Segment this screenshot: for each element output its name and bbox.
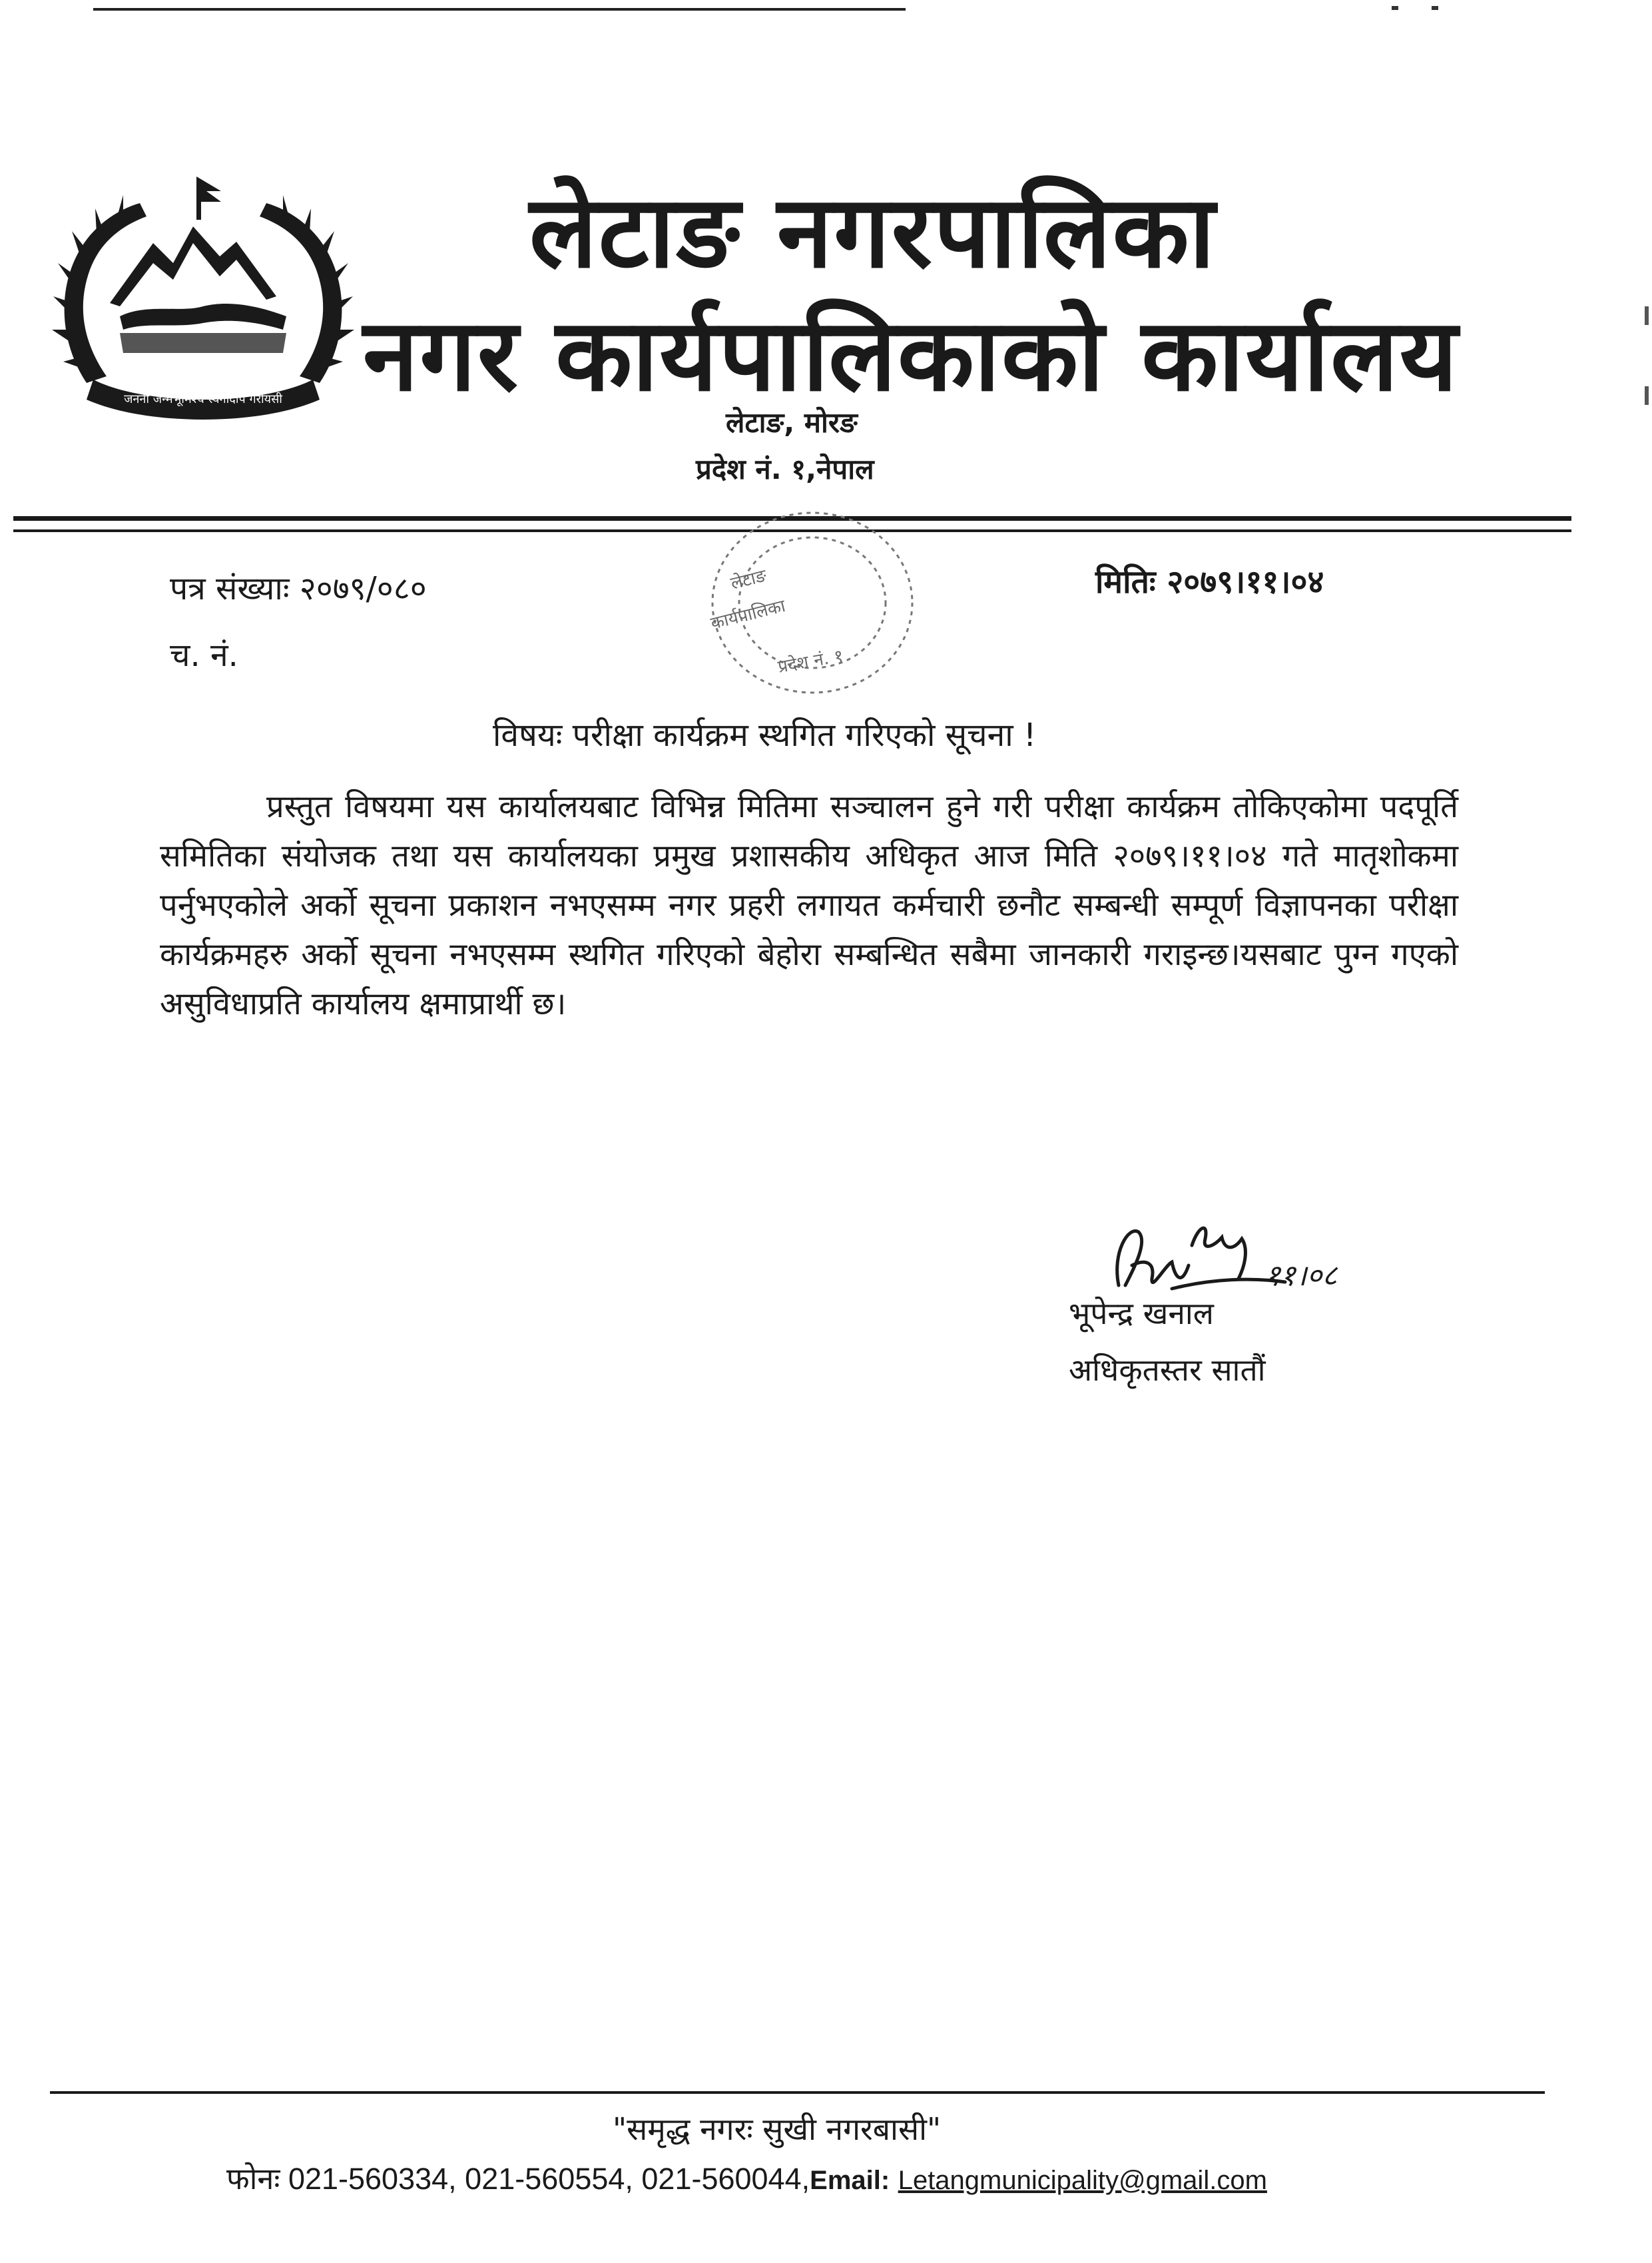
stamp-text-3: प्रदेश नं. १ [776, 646, 845, 677]
phone-label: फोनः [226, 2162, 280, 2196]
office-title: नगर कार्यपालिकाको कार्यालय [363, 298, 1459, 414]
stamp-text-2: कार्यपालिका [708, 596, 788, 634]
stamp-text-1: लेटाङ [728, 565, 769, 594]
letter-body: प्रस्तुत विषयमा यस कार्यालयबाट विभिन्न मितिमा सञ्चालन हुने गरी परीक्षा कार्यक्रम तोकिएकोमा पदपूर्ति समितिका संयोजक तथा यस कार्यालयका प्रमुख प्रशासकीय अधिकृत आज मिति २०७९।११।०४ गते मातृशोकमा पर्नुभएकोले अर्को सूचना प्रकाशन नभएसम्म नगर प्रहरी लगायत कर्मचारी छनौट सम्बन्धी सम्पूर्ण विज्ञापनका परीक्षा कार्यक्रमहरु अर्को सूचना नभएसम्म स्थगित गरिएको बेहोरा सम्बन्धित सबैमा जानकारी गराइन्छ।यसबाट पुग्न गएको असुविधाप्रति कार्यालय क्षमाप्रार्थी छ। [160, 789, 1458, 1022]
reference-label: पत्र संख्याः [170, 570, 290, 607]
reference-number [170, 566, 427, 609]
municipality-title: लेटाङ नगरपालिका [529, 174, 1217, 290]
dispatch-number-label: च. नं. [170, 637, 238, 674]
emblem-motto: जननी जन्मभूमिश्च स्वर्गादपि गरीयसी [124, 392, 282, 406]
footer-rule [50, 2091, 1545, 2094]
scan-edge-mark [1645, 386, 1649, 405]
footer-contact [226, 2158, 1267, 2198]
office-stamp [692, 496, 932, 709]
nepal-emblem-icon [47, 163, 360, 430]
letter-subject: विषयः परीक्षा कार्यक्रम स्थगित गरिएको सूचना ! [493, 717, 1037, 754]
signature-date: ११।०८ [1265, 1259, 1338, 1293]
phone-numbers: 021-560334, 021-560554, 021-560044, [288, 2162, 810, 2196]
signer-name: भूपेन्द्र खनाल [1069, 1295, 1214, 1331]
reference-value: २०७९/०८० [299, 570, 427, 607]
letter-date [1095, 559, 1324, 603]
address-line-1: लेटाङ, मोरङ [726, 406, 858, 439]
date-label: मितिः [1095, 563, 1156, 601]
signer-designation: अधिकृतस्तर सातौं [1069, 1352, 1266, 1388]
scan-edge-mark [1645, 306, 1649, 325]
email-label: Email: [810, 2166, 890, 2195]
scan-edge-line [93, 8, 906, 11]
date-value: २०७९।११।०४ [1167, 563, 1324, 601]
scan-edge-marks [1392, 0, 1485, 4]
address-line-2: प्रदेश नं. १,नेपाल [696, 453, 874, 485]
footer-slogan: "समृद्ध नगरः सुखी नगरबासी" [613, 2111, 942, 2147]
email-link[interactable]: Letangmunicipality@gmail.com [898, 2166, 1267, 2195]
